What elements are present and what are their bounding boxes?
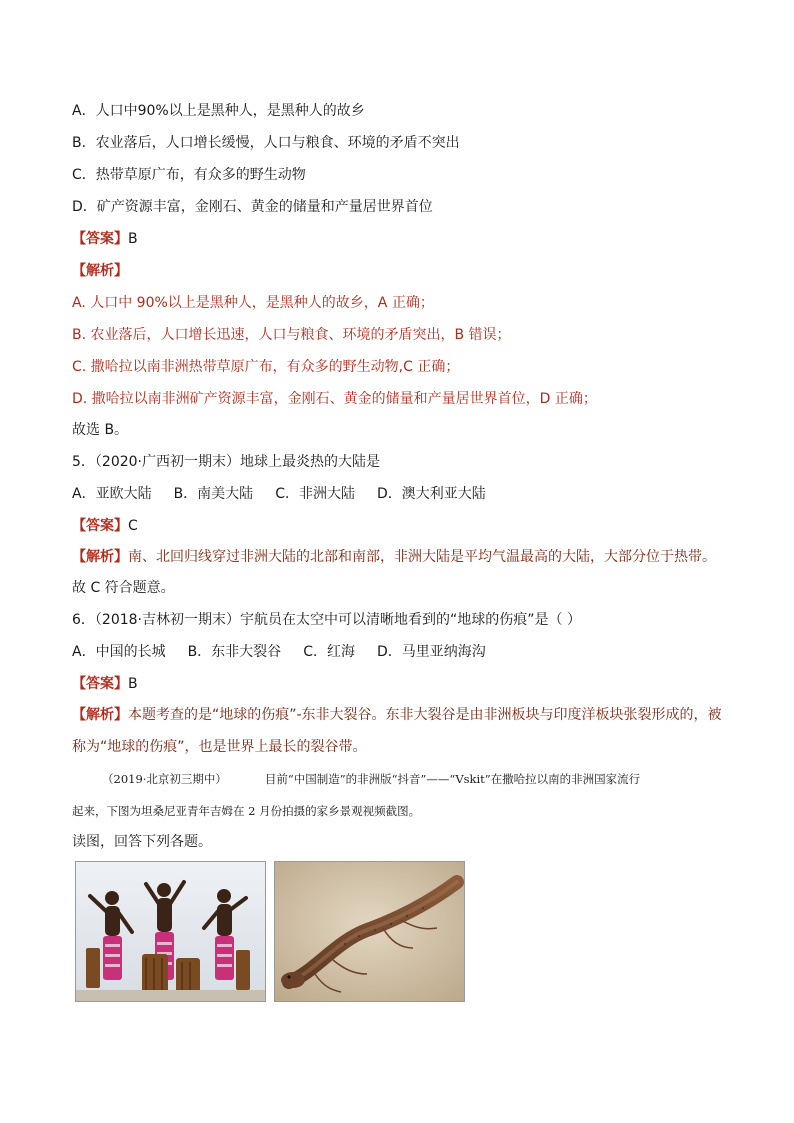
group-prompt: 读图，回答下列各题。 [72,834,212,850]
q5-answer [72,516,138,536]
answer-value: B [128,676,138,692]
drummers-photo [75,861,266,1002]
answer-label: 【答案】 [72,676,128,692]
q5-analysis-cont: 故 C 符合题意。 [72,580,175,596]
analysis-text: 本题考查的是“地球的伤痕”-东非大裂谷。东非大裂谷是由非洲板块与印度洋板块张裂形成的，被 [128,707,722,723]
q6-option-a: A．中国的长城 [72,644,166,660]
analysis-label: 【解析】 [72,707,128,723]
q4-analysis-label: 【解析】 [72,263,128,279]
analysis-text: 南、北回归线穿过非洲大陆的北部和南部，非洲大陆是平均气温最高的大陆，大部分位于热带。 [128,549,716,565]
q4-conclusion: 故选 B。 [72,422,129,438]
q5-stem: 5．（2020·广西初一期末）地球上最炎热的大陆是 [72,454,380,470]
answer-value: B [128,231,138,247]
group-source: （2019·北京初三期中） [102,772,227,786]
q5-options [72,484,508,504]
group-intro [102,769,640,789]
q5-option-d: D．澳大利亚大陆 [376,486,486,502]
q6-options [72,642,508,662]
q4-option-b: B．农业落后，人口增长缓慢，人口与粮食、环境的矛盾不突出 [72,135,460,151]
q5-analysis [72,547,716,567]
q6-analysis-cont: 称为“地球的伤痕”，也是世界上最长的裂谷带。 [72,739,367,755]
q6-answer [72,674,138,694]
q4-answer [72,229,138,249]
group-intro-text: 目前“中国制造”的非洲版“抖音”——“Vskit”在撒哈拉以南的非洲国家流行 [264,772,641,786]
answer-label: 【答案】 [72,518,128,534]
q6-option-c: C．红海 [303,644,355,660]
analysis-label: 【解析】 [72,549,128,565]
q4-analysis-c: C. 撒哈拉以南非洲热带草原广布，有众多的野生动物,C 正确； [72,359,460,375]
q4-analysis-d: D. 撒哈拉以南非洲矿产资源丰富，金刚石、黄金的储量和产量居世界首位，D 正确； [72,391,597,407]
q6-option-b: B．东非大裂谷 [187,644,282,660]
q4-analysis-b: B. 农业落后，人口增长迅速，人口与粮食、环境的矛盾突出，B 错误； [72,327,511,343]
q6-option-d: D．马里亚纳海沟 [376,644,486,660]
q5-option-a: A．亚欧大陆 [72,486,152,502]
q5-option-b: B．南美大陆 [173,486,254,502]
q4-option-d: D．矿产资源丰富，金刚石、黄金的储量和产量居世界首位 [72,199,433,215]
q4-analysis-a: A. 人口中 90%以上是黑种人，是黑种人的故乡，A 正确； [72,295,434,311]
q4-option-a: A．人口中90%以上是黑种人，是黑种人的故乡 [72,103,365,119]
answer-value: C [128,518,138,534]
lungfish-photo [274,861,465,1002]
group-intro-cont: 起来，下图为坦桑尼亚青年吉姆在 2 月份拍摄的家乡景观视频截图。 [72,804,421,818]
q6-stem: 6．（2018·吉林初一期末）宇航员在太空中可以清晰地看到的“地球的伤痕”是（ ） [72,612,581,628]
q5-option-c: C．非洲大陆 [275,486,355,502]
q4-option-c: C．热带草原广布，有众多的野生动物 [72,167,306,183]
answer-label: 【答案】 [72,231,128,247]
q6-analysis [72,705,722,725]
